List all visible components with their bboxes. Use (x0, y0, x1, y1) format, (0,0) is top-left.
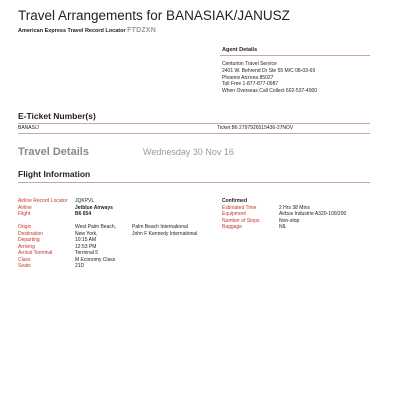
record-locator-line (18, 27, 156, 34)
agent-line: Phoenix Arizona 85027 (222, 74, 274, 81)
record-locator-label: American Express Travel Record Locator (18, 28, 126, 34)
agent-details (222, 61, 317, 95)
flight-detail-value: Jetblue Airways (75, 204, 113, 211)
flight-detail-label: Destination (18, 230, 44, 237)
flight-detail-label: Airline (18, 204, 32, 211)
flight-information-title: Flight Information (18, 169, 91, 179)
flight-detail-value: Non-stop (279, 217, 300, 224)
flight-detail-value: NIL (279, 224, 287, 230)
agent-divider (220, 55, 370, 56)
flight-detail-value: 21D (75, 263, 85, 269)
flight-detail-airport: Palm Beach International (132, 224, 188, 230)
flight-detail-label: Origin (18, 224, 32, 230)
flight-detail-value: B6 654 (75, 211, 92, 217)
flight-detail-label: Arriving (18, 243, 35, 250)
flight-status: Confirmed (222, 198, 247, 204)
flight-detail-value: New York, (75, 230, 98, 237)
flight-detail-value: 2 Hrs 38 Mins (279, 204, 310, 211)
flight-detail-label: Seats (18, 263, 31, 269)
eticket-section-title: E-Ticket Number(s) (18, 111, 96, 121)
agent-line: Centurion Travel Service (222, 61, 277, 67)
flight-detail-value: M Economy Class (75, 256, 116, 263)
flight-detail-label: Flight (18, 211, 31, 217)
agent-line: When Overseas Call Collect 602-537-4000 (222, 88, 318, 95)
flight-detail-row (222, 224, 372, 231)
flight-detail-value: 10:15 AM (75, 237, 97, 243)
flight-detail-label: Class (18, 256, 31, 263)
travel-details-title: Travel Details (18, 146, 89, 158)
flight-detail-label: Number of Stops (222, 217, 260, 224)
eticket-number: Ticket B6 2797926515436-27NOV (217, 125, 294, 131)
flight-detail-label: Arrival Terminal (18, 250, 53, 256)
flight-detail-value: JQKPVL (75, 198, 95, 204)
flight-detail-value: Terminal 5 (75, 250, 99, 256)
agent-details-title: Agent Details (222, 47, 258, 53)
flight-detail-label: Airline Record Locator (18, 198, 68, 204)
agent-line: Toll Free 1-877-877-0987 (222, 81, 279, 88)
flight-detail-value: 12:53 PM (75, 243, 97, 250)
flight-detail-value: Airbus Industrie A320-100/200 (279, 211, 347, 217)
flight-detail-label: Estimated Time (222, 204, 257, 211)
flight-divider (18, 182, 370, 183)
flight-detail-label: Baggage (222, 224, 243, 230)
flight-detail-row (18, 263, 218, 270)
eticket-passenger-name: BANAS/J (18, 125, 39, 131)
flight-detail-label: Departing (18, 237, 40, 243)
travel-date: Wednesday 30 Nov 16 (143, 147, 234, 157)
eticket-divider (18, 123, 370, 124)
flight-detail-label: Equipment (222, 211, 246, 217)
flight-details-right (222, 198, 372, 231)
flight-details-left (18, 198, 218, 270)
agent-line: 2401 W. Behrend Dr Ste 55 M/C 08-03-69 (222, 67, 316, 74)
page-title: Travel Arrangements for BANASIAK/JANUSZ (18, 8, 290, 23)
flight-detail-airport: John F Kennedy International (132, 230, 198, 237)
eticket-bottom-divider (18, 133, 370, 134)
flight-detail-value: West Palm Beach, (75, 224, 117, 230)
record-locator-code: FTDZXN (127, 27, 156, 34)
